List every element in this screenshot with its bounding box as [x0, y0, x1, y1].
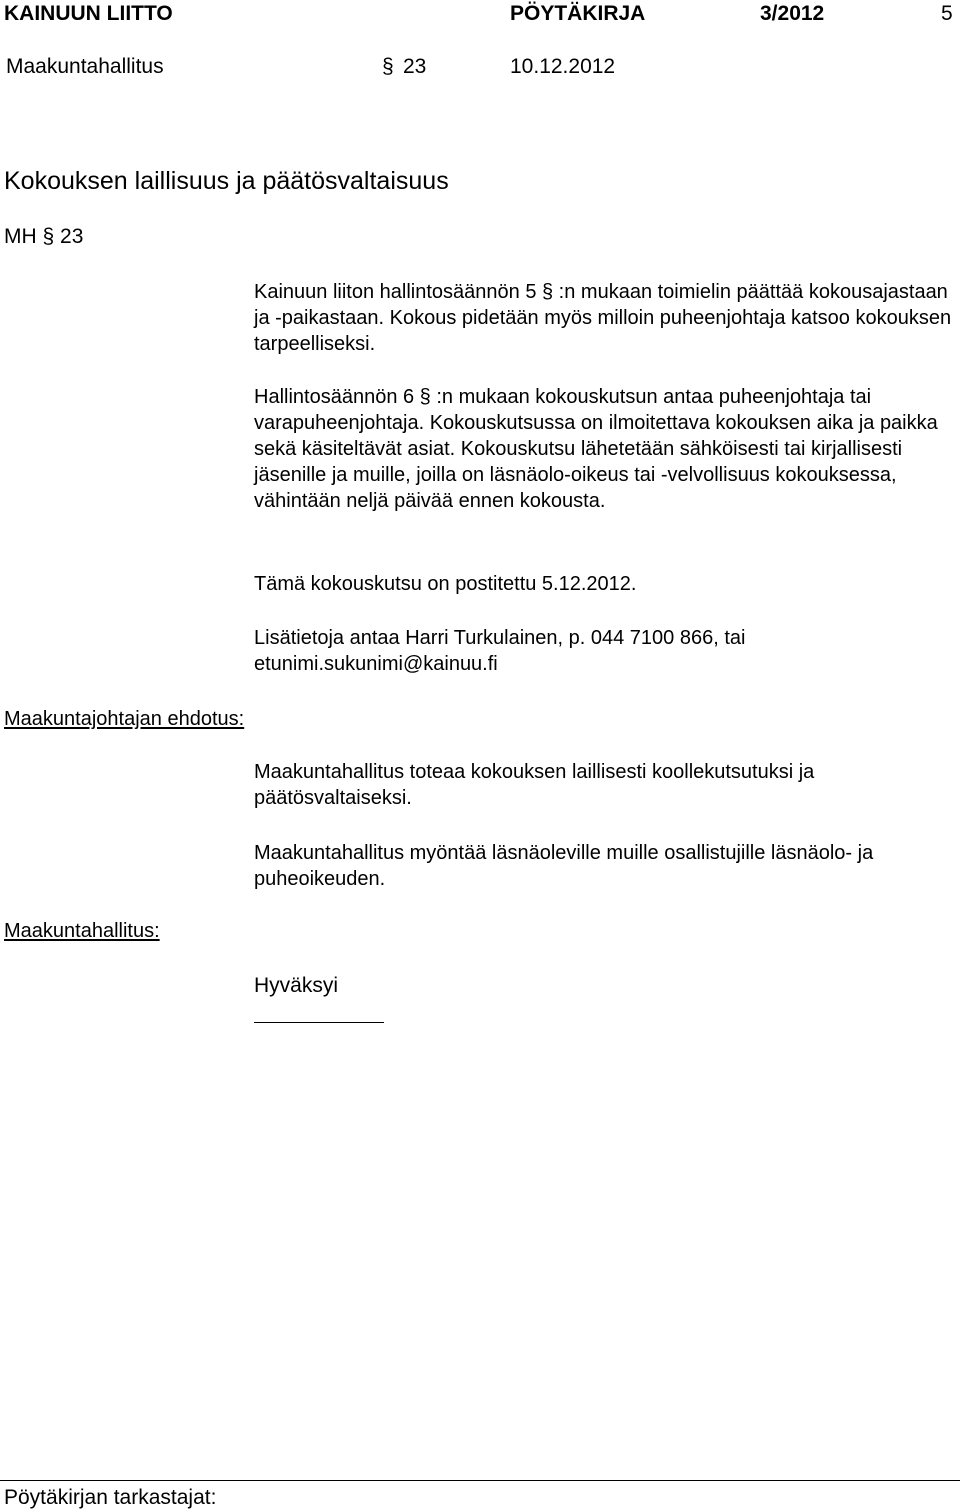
proposal-paragraph-2: Maakuntahallitus myöntää läsnäoleville muille osallistujille läsnäolo- ja puheoikeuden. [254, 842, 874, 890]
item-reference [4, 223, 83, 251]
item-section-symbol: § [42, 225, 55, 248]
meeting-date: 10.12.2012 [510, 55, 616, 78]
meeting-body: Maakuntahallitus [6, 55, 164, 78]
paragraph-rules-2: Hallintosäännön 6 § :n mukaan kokouskutsun antaa puheenjohtaja tai varapuheenjohtaja. Kokouskutsussa on ilmoitettava kokouksen aika ja paikka sekä käsiteltävät asiat. Kokouskutsu lähetetään sähköisesti tai kirjallisesti jäsenille ja muille, joilla on läsnäolo-oikeus tai -velvollisuus kokouksessa, vähintään neljä päivää ennen kokousta. [254, 386, 938, 512]
decision-label: Maakuntahallitus: [4, 920, 160, 942]
paragraph-rules-1: Kainuun liiton hallintosäännön 5 § :n mukaan toimielin päättää kokousajastaan ja -paikastaan. Kokous pidetään myös milloin puheenjohtaja katsoo kokouksen tarpeelliseksi. [254, 281, 952, 355]
document-number: 3/2012 [760, 2, 825, 25]
document-type: PÖYTÄKIRJA [510, 2, 646, 25]
footer-divider [0, 1480, 960, 1481]
signature-line [254, 1022, 384, 1023]
proposal-label: Maakuntajohtajan ehdotus: [4, 708, 245, 730]
footer-reviewers-label: Pöytäkirjan tarkastajat: [4, 1486, 217, 1509]
org-name: KAINUUN LIITTO [4, 2, 173, 25]
paragraph-contact: Lisätietoja antaa Harri Turkulainen, p. 044 7100 866, tai etunimi.sukunimi@kainuu.fi [254, 627, 746, 675]
item-number: 23 [60, 225, 84, 248]
section-number: 23 [403, 55, 427, 78]
page-number: 5 [941, 2, 953, 25]
decision-text: Hyväksyi [254, 974, 339, 997]
section-symbol: § [382, 55, 394, 78]
proposal-paragraph-1: Maakuntahallitus toteaa kokouksen laillisesti koollekutsutuksi ja päätösvaltaiseksi. [254, 761, 815, 809]
item-prefix: MH [4, 225, 37, 248]
paragraph-posted: Tämä kokouskutsu on postitettu 5.12.2012. [254, 573, 637, 595]
page-title: Kokouksen laillisuus ja päätösvaltaisuus [4, 167, 449, 195]
